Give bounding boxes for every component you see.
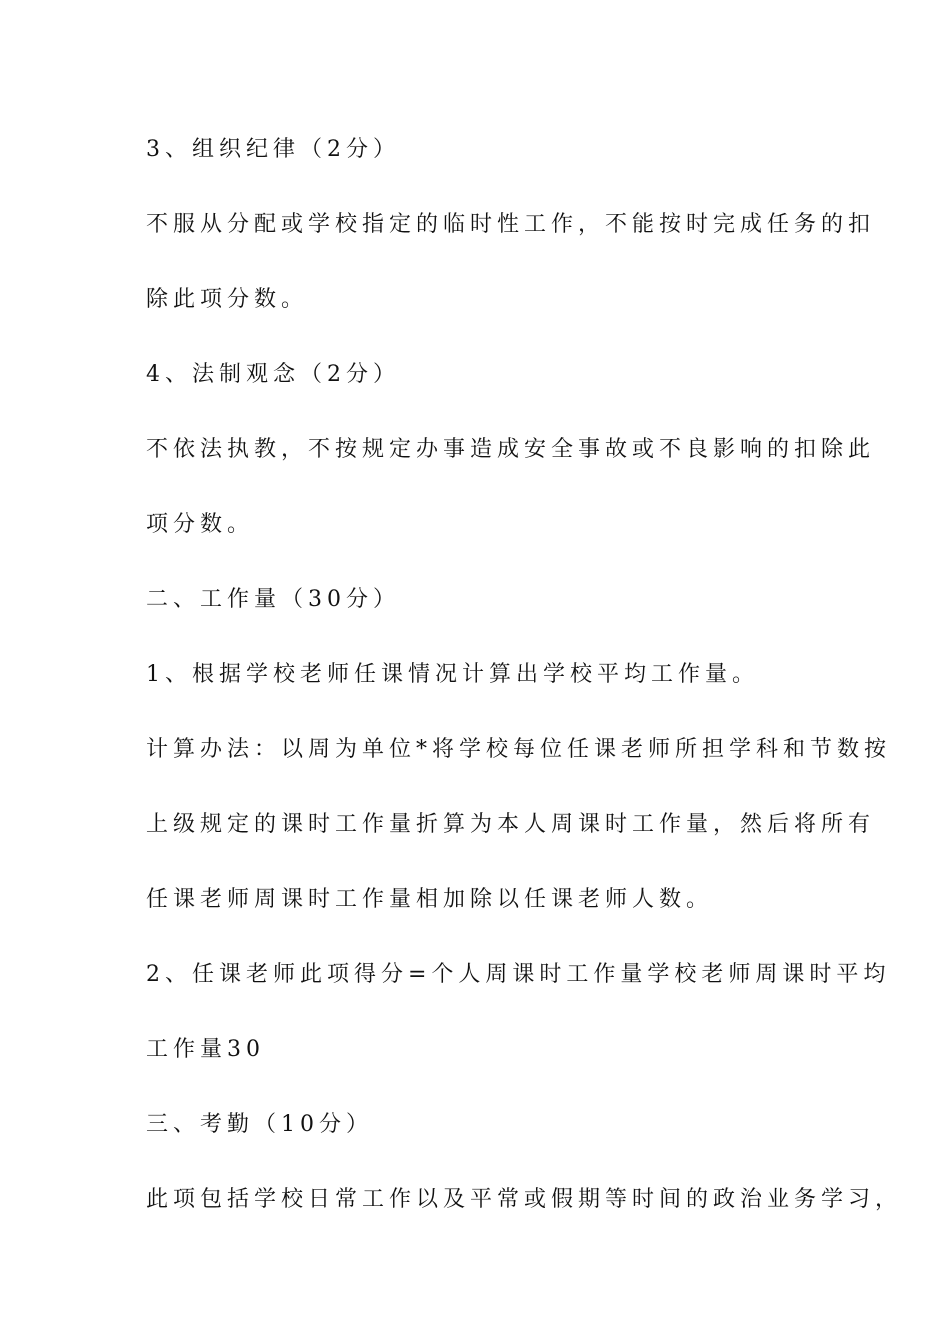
paragraph-line: 任课老师周课时工作量相加除以任课老师人数。: [146, 887, 714, 912]
paragraph-line: 不服从分配或学校指定的临时性工作，不能按时完成任务的扣: [146, 212, 876, 237]
paragraph-line: 此项包括学校日常工作以及平常或假期等时间的政治业务学习，: [146, 1187, 903, 1212]
paragraph-line: 1、根据学校老师任课情况计算出学校平均工作量。: [146, 662, 759, 687]
heading-organizational-discipline: 3、组织纪律（2分）: [146, 137, 400, 162]
heading-legal-awareness: 4、法制观念（2分）: [146, 362, 400, 387]
paragraph-line: 工作量30: [146, 1037, 265, 1062]
paragraph-line: 2、任课老师此项得分=个人周课时工作量学校老师周课时平均: [146, 962, 891, 987]
paragraph-line: 计算办法：以周为单位*将学校每位任课老师所担学科和节数按: [146, 737, 892, 762]
paragraph-line: 项分数。: [146, 512, 255, 537]
paragraph-line: 不依法执教，不按规定办事造成安全事故或不良影响的扣除此: [146, 437, 876, 462]
section-heading-attendance: 三、考勤（10分）: [146, 1112, 373, 1137]
section-heading-workload: 二、工作量（30分）: [146, 587, 400, 612]
paragraph-line: 除此项分数。: [146, 287, 309, 312]
paragraph-line: 上级规定的课时工作量折算为本人周课时工作量，然后将所有: [146, 812, 876, 837]
